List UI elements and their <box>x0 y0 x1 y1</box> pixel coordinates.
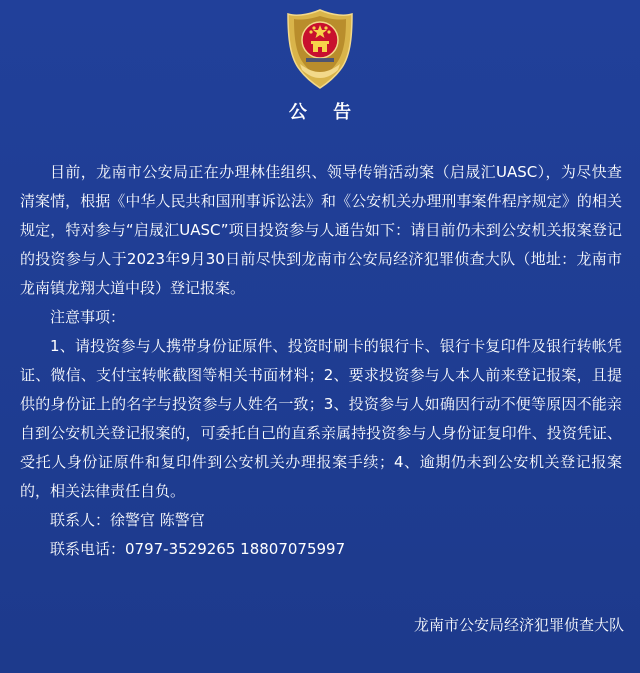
notice-body <box>20 158 622 564</box>
notes-paragraph: 1、请投资参与人携带身份证原件、投资时刷卡的银行卡、银行卡复印件及银行转帐凭证、微信、支付宝转帐截图等相关书面材料；2、要求投资参与人本人前来登记报案，且提供的身份证上的名字与投资参与人姓名一致；3、投资参与人如确因行动不便等原因不能亲自到公安机关登记报案的，可委托自己的直系亲属持投资参与人身份证复印件、投资凭证、受托人身份证原件和复印件到公安机关办理报案手续；4、逾期仍未到公安机关登记报案的，相关法律责任自负。 <box>20 337 622 500</box>
contact-phone: 联系电话：0797-3529265 18807075997 <box>50 540 346 558</box>
notes-heading: 注意事项： <box>50 308 126 326</box>
police-emblem-icon <box>284 8 356 90</box>
main-paragraph: 目前，龙南市公安局正在办理林佳组织、领导传销活动案（启晟汇UASC），为尽快查清案情，根据《中华人民共和国刑事诉讼法》和《公安机关办理刑事案件程序规定》的相关规定，特对参与“启晟汇UASC”项目投资参与人通告如下：请目前仍未到公安机关报案登记的投资参与人于2023年9月30日前尽快到龙南市公安局经济犯罪侦查大队（地址：龙南市龙南镇龙翔大道中段）登记报案。 <box>20 163 622 297</box>
notice-title: 公 告 <box>288 102 362 123</box>
contact-person: 联系人：徐警官 陈警官 <box>50 511 205 529</box>
issuer-signature: 龙南市公安局经济犯罪侦查大队 <box>413 616 624 634</box>
